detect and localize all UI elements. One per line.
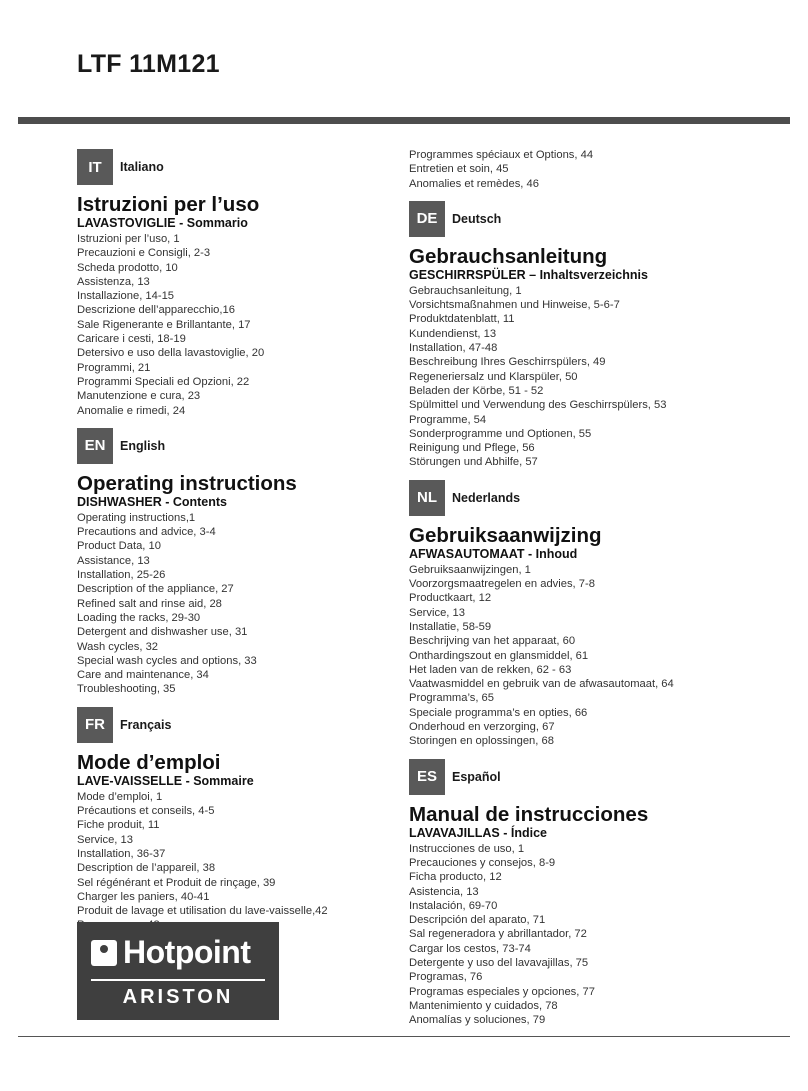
contents-item: Product Data, 10 (77, 540, 161, 553)
contents-item: Precauzioni e Consigli, 2-3 (77, 247, 211, 260)
contents-item: Vaatwasmiddel en gebruik van de afwasautomaat, 64 (409, 678, 674, 691)
contents-list (409, 563, 739, 749)
continued-contents-list (409, 148, 739, 191)
contents-item: Installation, 47-48 (409, 342, 498, 355)
contents-list (77, 790, 407, 933)
contents-item: Detergent and dishwasher use, 31 (77, 626, 248, 639)
contents-item: Störungen und Abhilfe, 57 (409, 456, 538, 469)
contents-item: Sale Rigenerante e Brillantante, 17 (77, 318, 251, 331)
contents-item: Service, 13 (77, 833, 133, 846)
contents-item: Speciale programma’s en opties, 66 (409, 706, 588, 719)
logo-brand-text: Hotpoint (123, 934, 251, 970)
contents-item: Spülmittel und Verwendung des Geschirrspülers, 53 (409, 399, 667, 412)
language-name: Nederlands (452, 490, 521, 505)
contents-item: Wash cycles, 32 (77, 640, 159, 653)
section-title: Operating instructions (77, 471, 297, 495)
language-section-en (77, 427, 407, 697)
contents-item: Produktdatenblatt, 11 (409, 313, 515, 326)
contents-item: Produit de lavage et utilisation du lave-vaisselle,42 (77, 905, 328, 918)
contents-item: Het laden van de rekken, 62 - 63 (409, 663, 572, 676)
footer-rule (18, 1036, 790, 1037)
contents-item: Loading the racks, 29-30 (77, 611, 201, 624)
contents-item: Anomalías y soluciones, 79 (409, 1014, 546, 1027)
right-column (409, 148, 739, 1036)
contents-item: Special wash cycles and options, 33 (77, 654, 257, 667)
language-header (409, 758, 739, 796)
language-header (77, 148, 407, 186)
left-column (77, 148, 407, 942)
contents-item: Beladen der Körbe, 51 - 52 (409, 384, 544, 397)
contents-item: Sonderprogramme und Optionen, 55 (409, 427, 592, 440)
language-name: Deutsch (452, 211, 502, 226)
contents-item: Vorsichtsmaßnahmen und Hinweise, 5-6-7 (409, 299, 620, 312)
section-title: Mode d’emploi (77, 750, 221, 774)
model-number: LTF 11M121 (77, 50, 220, 78)
contents-item: Caricare i cesti, 18-19 (77, 333, 186, 346)
contents-item: Entretien et soin, 45 (409, 163, 509, 176)
contents-item: Beschreibung Ihres Geschirrspülers, 49 (409, 356, 606, 369)
contents-item: Storingen en oplossingen, 68 (409, 735, 554, 748)
section-title: Istruzioni per l’uso (77, 193, 260, 216)
contents-item: Productkaart, 12 (409, 592, 492, 605)
contents-item: Asistencia, 13 (409, 885, 479, 898)
language-section-nl (409, 479, 739, 749)
contents-list (77, 232, 407, 418)
contents-list (409, 842, 739, 1028)
contents-item: Assistenza, 13 (77, 275, 150, 288)
contents-item: Scheda prodotto, 10 (77, 261, 178, 274)
logo-divider (91, 979, 265, 981)
section-subtitle: LAVE-VAISSELLE - Sommaire (77, 773, 254, 788)
language-name: Français (120, 717, 172, 732)
contents-item: Detergente y uso del lavavajillas, 75 (409, 956, 589, 969)
contents-item: Instrucciones de uso, 1 (409, 842, 525, 855)
contents-item: Programme, 54 (409, 413, 487, 426)
contents-item: Care and maintenance, 34 (77, 669, 209, 682)
language-name: English (120, 438, 166, 453)
contents-item: Anomalies et remèdes, 46 (409, 177, 539, 190)
contents-item: Fiche produit, 11 (77, 819, 160, 832)
contents-item: Service, 13 (409, 606, 465, 619)
section-subtitle: AFWASAUTOMAAT - Inhoud (409, 546, 578, 561)
contents-item: Operating instructions,1 (77, 511, 196, 524)
contents-item: Reinigung und Pflege, 56 (409, 442, 535, 455)
contents-item: Assistance, 13 (77, 554, 150, 567)
contents-item: Voorzorgsmaatregelen en advies, 7-8 (409, 578, 595, 591)
language-code-badge: IT (77, 149, 113, 185)
language-section-fr (77, 706, 407, 933)
contents-item: Precautions and advice, 3-4 (77, 526, 216, 539)
section-subtitle: GESCHIRRSPÜLER – Inhaltsverzeichnis (409, 267, 648, 282)
contents-item: Troubleshooting, 35 (77, 683, 176, 696)
contents-item: Descrizione dell’apparecchio,16 (77, 304, 235, 317)
language-header (77, 427, 407, 465)
contents-item: Onderhoud en verzorging, 67 (409, 721, 555, 734)
contents-item: Beschrijving van het apparaat, 60 (409, 635, 576, 648)
contents-item: Regeneriersalz und Klarspüler, 50 (409, 370, 578, 383)
contents-item: Istruzioni per l’uso, 1 (77, 233, 180, 245)
contents-item: Anomalie e rimedi, 24 (77, 404, 186, 417)
contents-item: Gebrauchsanleitung, 1 (409, 284, 522, 297)
section-subtitle: LAVASTOVIGLIE - Sommario (77, 216, 248, 230)
contents-list (77, 511, 407, 697)
contents-item: Description of the appliance, 27 (77, 583, 234, 596)
contents-list (409, 284, 739, 470)
contents-item: Programas, 76 (409, 971, 483, 984)
contents-item: Programmi, 21 (77, 361, 151, 374)
contents-item: Sal regeneradora y abrillantador, 72 (409, 928, 587, 941)
language-section-de (409, 200, 739, 470)
contents-item: Refined salt and rinse aid, 28 (77, 597, 222, 610)
contents-item: Instalación, 69-70 (409, 899, 498, 912)
contents-item: Précautions et conseils, 4-5 (77, 805, 215, 818)
section-title: Gebrauchsanleitung (409, 244, 608, 268)
section-subtitle: DISHWASHER - Contents (77, 494, 227, 509)
language-header (409, 200, 739, 238)
language-header (77, 706, 407, 744)
brand-logo (77, 922, 279, 1020)
language-code-badge: DE (409, 201, 445, 237)
language-code-badge: EN (77, 428, 113, 464)
contents-item: Cargar los cestos, 73-74 (409, 942, 531, 955)
language-name: Español (452, 769, 501, 784)
language-code-badge: NL (409, 480, 445, 516)
language-section-es (409, 758, 739, 1028)
contents-item: Installatie, 58-59 (409, 620, 492, 633)
section-title: Manual de instrucciones (409, 802, 649, 826)
language-section-it (77, 148, 407, 418)
language-name: Italiano (120, 160, 164, 174)
contents-item: Detersivo e uso della lavastoviglie, 20 (77, 347, 265, 360)
contents-item: Installation, 25-26 (77, 569, 166, 582)
contents-item: Description de l’appareil, 38 (77, 862, 216, 875)
logo-mark-icon (91, 940, 117, 966)
contents-item: Installazione, 14-15 (77, 290, 175, 303)
contents-item: Programma’s, 65 (409, 692, 494, 705)
contents-item: Manutenzione e cura, 23 (77, 390, 201, 403)
language-header (409, 479, 739, 517)
section-title: Gebruiksaanwijzing (409, 523, 602, 547)
header-rule (18, 117, 790, 124)
logo-sub-text: ARISTON (122, 986, 234, 1008)
contents-item: Ficha producto, 12 (409, 871, 502, 884)
contents-item: Mode d’emploi, 1 (77, 790, 163, 803)
contents-item: Programmes spéciaux et Options, 44 (409, 149, 594, 161)
section-subtitle: LAVAVAJILLAS - Índice (409, 825, 547, 840)
contents-item: Precauciones y consejos, 8-9 (409, 856, 556, 869)
contents-item: Sel régénérant et Produit de rinçage, 39 (77, 876, 276, 889)
contents-item: Kundendienst, 13 (409, 327, 497, 340)
contents-item: Programas especiales y opciones, 77 (409, 985, 595, 998)
contents-item: Charger les paniers, 40-41 (77, 890, 210, 903)
language-code-badge: FR (77, 707, 113, 743)
contents-item: Programmi Speciali ed Opzioni, 22 (77, 375, 250, 388)
contents-item: Installation, 36-37 (77, 847, 166, 860)
contents-item: Onthardingszout en glansmiddel, 61 (409, 649, 589, 662)
contents-item: Descripción del aparato, 71 (409, 914, 546, 927)
contents-item: Mantenimiento y cuidados, 78 (409, 999, 558, 1012)
contents-item: Gebruiksaanwijzingen, 1 (409, 563, 531, 576)
language-code-badge: ES (409, 759, 445, 795)
